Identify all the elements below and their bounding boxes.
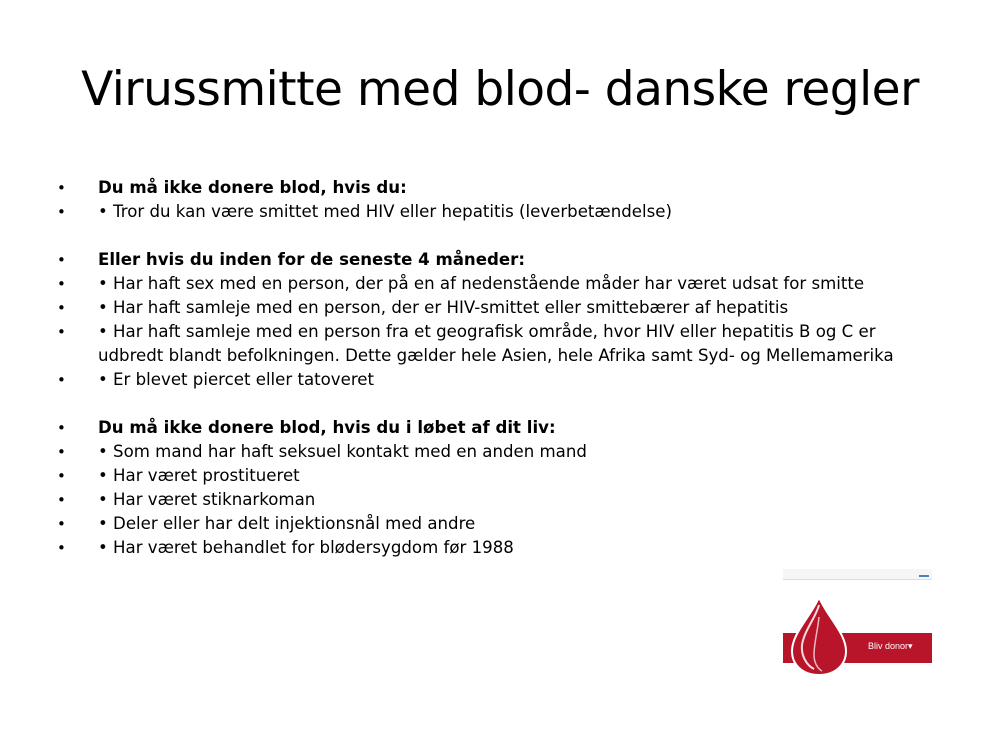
bullet-marker: • <box>57 467 66 485</box>
list-item-text: • Som mand har haft seksuel kontakt med en anden mand <box>98 442 587 461</box>
list-item <box>57 512 927 536</box>
list-item-text: Du må ikke donere blod, hvis du i løbet af dit liv: <box>98 418 556 437</box>
blood-drop-icon <box>788 595 850 677</box>
list-item-text: • Har haft samleje med en person fra et geografisk område, hvor HIV eller hepatitis B og C er udbredt blandt befolkningen. Dette gælder hele Asien, hele Afrika samt Syd- og Mellemamerika <box>98 322 894 365</box>
list-item <box>57 248 927 272</box>
browser-bar-fragment <box>783 569 932 580</box>
bullet-marker: • <box>57 179 66 197</box>
slide-title: Virussmitte med blod- danske regler <box>81 62 919 117</box>
bullet-marker: • <box>57 251 66 269</box>
list-item <box>57 464 927 488</box>
list-item-text: • Tror du kan være smittet med HIV eller hepatitis (leverbetændelse) <box>98 202 672 221</box>
list-item-text: Eller hvis du inden for de seneste 4 måneder: <box>98 250 525 269</box>
list-item <box>57 368 927 392</box>
list-item <box>57 272 927 296</box>
become-donor-link[interactable]: Bliv donor▾ <box>868 641 913 651</box>
list-item-text: • Deler eller har delt injektionsnål med andre <box>98 514 476 533</box>
bullet-marker: • <box>57 299 66 317</box>
bullet-marker: • <box>57 419 66 437</box>
list-item <box>57 176 927 200</box>
bullet-marker: • <box>57 539 66 557</box>
list-item <box>57 488 927 512</box>
list-item-text: • Har været stiknarkoman <box>98 490 316 509</box>
rules-list <box>57 176 927 560</box>
bullet-marker: • <box>57 443 66 461</box>
list-item-text: • Har været behandlet for blødersygdom før 1988 <box>98 538 514 557</box>
list-item-text: • Er blevet piercet eller tatoveret <box>98 370 375 389</box>
list-item <box>57 416 927 440</box>
list-item-text: • Har haft sex med en person, der på en af nedenstående måder har været udsat for smitte <box>98 274 865 293</box>
bullet-marker: • <box>57 371 66 389</box>
bullet-marker: • <box>57 515 66 533</box>
list-item-text: Du må ikke donere blod, hvis du: <box>98 178 407 197</box>
list-item <box>57 296 927 320</box>
scroll-indicator-icon <box>919 572 929 577</box>
blood-donor-logo <box>783 569 932 677</box>
bullet-marker: • <box>57 323 66 341</box>
list-item-text: • Har været prostitueret <box>98 466 300 485</box>
list-item-text: • Har haft samleje med en person, der er HIV-smittet eller smittebærer af hepatitis <box>98 298 789 317</box>
list-item <box>57 320 927 368</box>
bullet-marker: • <box>57 275 66 293</box>
list-item <box>57 200 927 224</box>
bullet-marker: • <box>57 491 66 509</box>
list-item <box>57 440 927 464</box>
bullet-marker: • <box>57 203 66 221</box>
list-item <box>57 536 927 560</box>
